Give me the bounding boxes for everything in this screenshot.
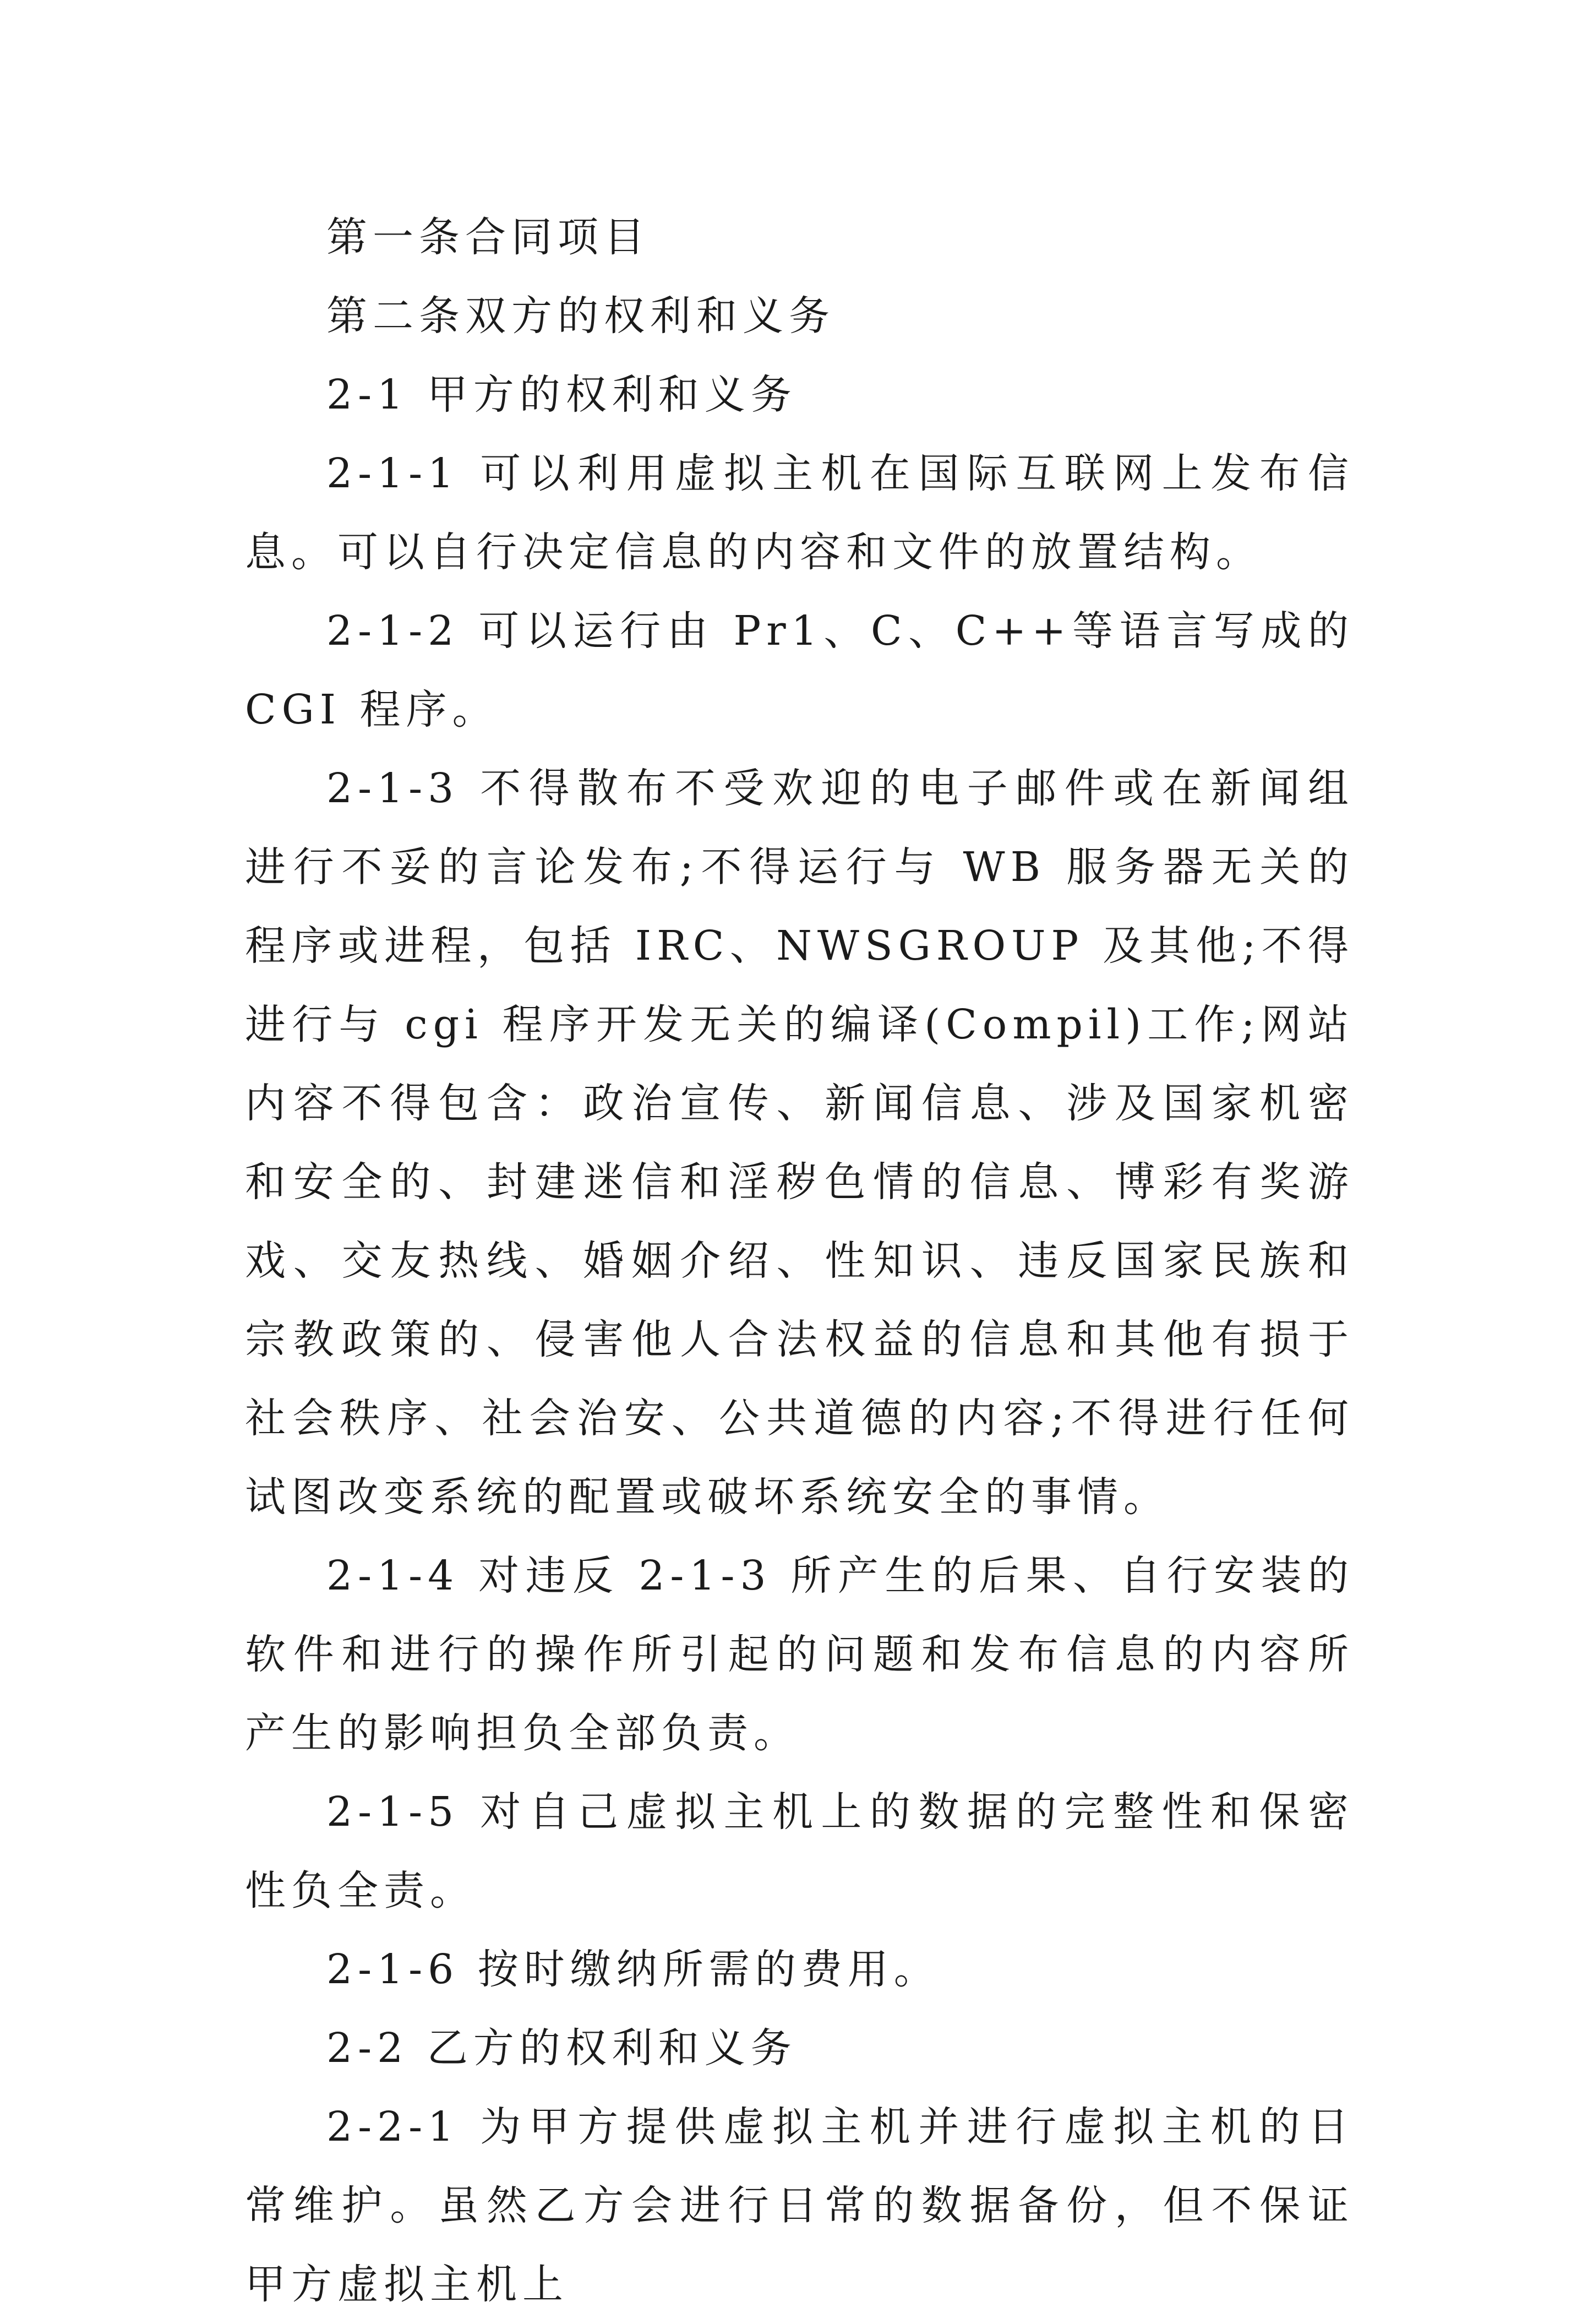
clause-2-1-3: 2-1-3 不得散布不受欢迎的电子邮件或在新闻组进行不妥的言论发布;不得运行与 WB 服务器无关的程序或进程，包括 IRC、NWSGROUP 及其他;不得进行与 cgi 程序开发无关的编译(Compil)工作;网站内容不得包含：政治宣传、新闻信息、涉及国家机密和安全的、封建迷信和淫秽色情的信息、博彩有奖游戏、交友热线、婚姻介绍、性知识、违反国家民族和宗教政策的、侵害他人合法权益的信息和其他有损于社会秩序、社会治安、公共道德的内容;不得进行任何试图改变系统的配置或破坏系统安全的事情。 [245, 765, 1354, 1521]
clause-2-1-6: 2-1-6 按时缴纳所需的费用。 [326, 1946, 940, 1993]
subsection-heading-2-2: 2-2 乙方的权利和义务 [326, 2024, 797, 2072]
subsection-heading-2-1: 2-1 甲方的权利和义务 [326, 371, 797, 418]
clause-2-1-5: 2-1-5 对自己虚拟主机上的数据的完整性和保密性负全责。 [245, 1788, 1354, 1914]
document-body [245, 198, 1354, 2324]
clause-2-1-1: 2-1-1 可以利用虚拟主机在国际互联网上发布信息。可以自行决定信息的内容和文件的放置结构。 [245, 450, 1354, 576]
clause-2-1-2: 2-1-2 可以运行由 Pr1、C、C++等语言写成的 CGI 程序。 [245, 607, 1354, 733]
section-heading-article-2: 第二条双方的权利和义务 [326, 292, 835, 340]
clause-2-1-4: 2-1-4 对违反 2-1-3 所产生的后果、自行安装的软件和进行的操作所引起的问题和发布信息的内容所产生的影响担负全部负责。 [245, 1552, 1354, 1757]
clause-2-2-1: 2-2-1 为甲方提供虚拟主机并进行虚拟主机的日常维护。虽然乙方会进行日常的数据备份，但不保证甲方虚拟主机上 [245, 2103, 1354, 2308]
section-heading-article-1: 第一条合同项目 [326, 214, 650, 261]
